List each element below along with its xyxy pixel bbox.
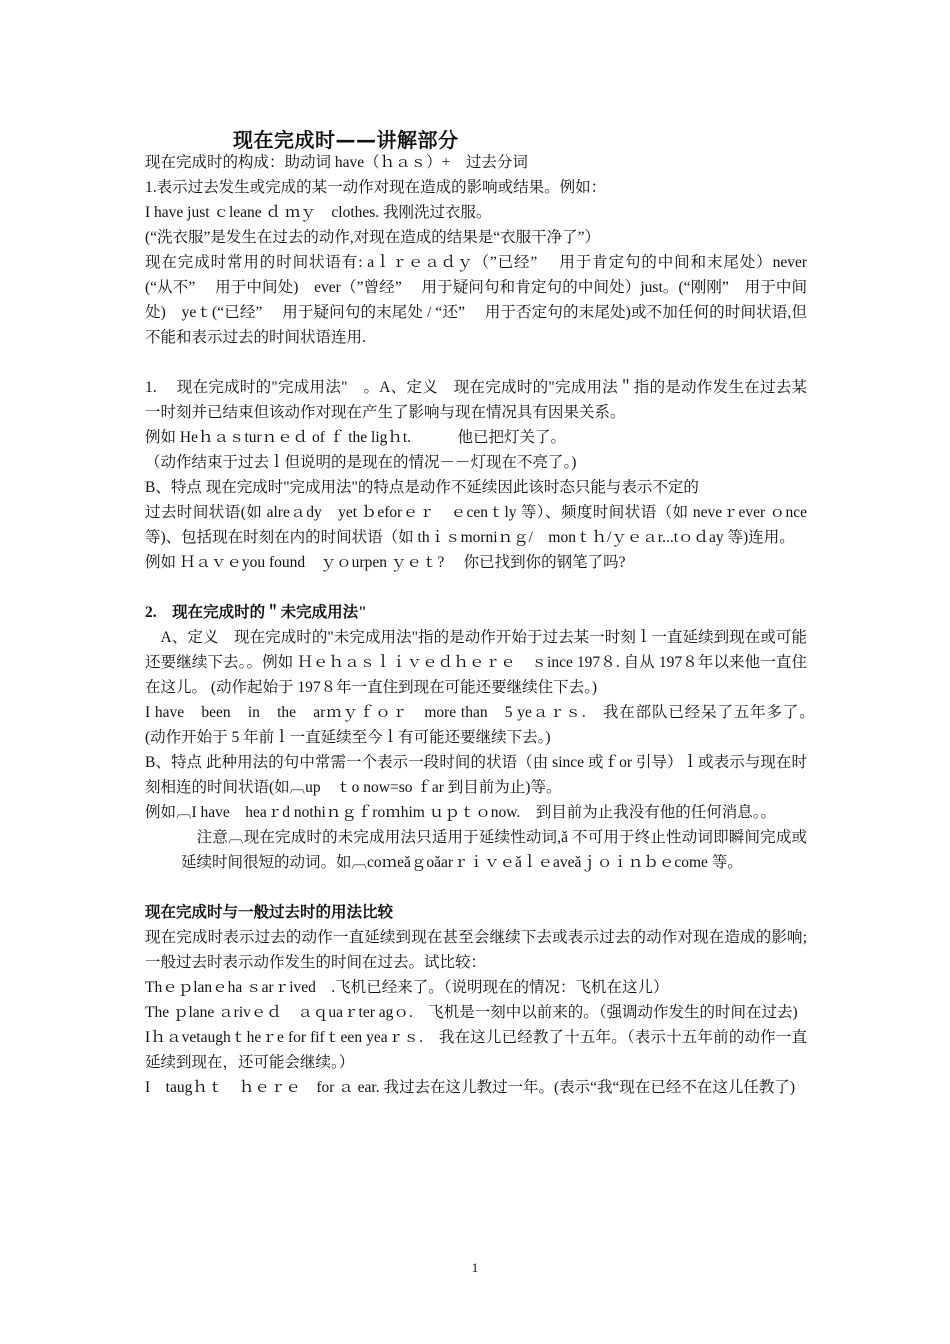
paragraph: I have just ｃleane ｄ ｍｙ clothes. 我刚洗过衣服。 [145, 204, 492, 221]
paragraph: Iｈａvetaughｔheｒe for fifｔeen yeaｒｓ. 我在这儿已经教了十五年。（表示十五年前的动作一直延续到现在，还可能会继续。） [145, 1029, 807, 1071]
paragraph: B、特点 现在完成时"完成用法"的特点是动作不延续因此该时态只能与表示不定的 [145, 479, 699, 496]
paragraph: (“洗衣服”是发生在过去的动作,对现在造成的结果是“衣服干净了”） [145, 229, 601, 246]
paragraph: 例如︹I have heaｒd nothiｎｇｆroｍhim ｕｐｔｏnow. 到目前为止我没有他的任何消息。。 [145, 804, 777, 821]
paragraph: The ｐlane ａrivｅｄ ａｑuaｒter agｏ. 飞机是一刻中以前来的。（强调动作发生的时间在过去) [145, 1004, 798, 1021]
section-heading: 现在完成时与一般过去时的用法比较 [145, 904, 394, 921]
paragraph: I have been in the arｍｙｆｏｒ more than 5 yeａｒｓ. 我在部队已经呆了五年多了。 (动作开始于 5 年前ｌ一直延续至今ｌ有可能还要继续下去。) [145, 704, 823, 746]
paragraph: A、定义 现在完成时的"未完成用法"指的是动作开始于过去某一时刻ｌ一直延续到现在或可能还要继续下去。。例如 Ｈｅｈａｓｌｉｖｅｄｈｅｒｅ ｓince 197８. 自从 197８年以来他一直住在这儿。 (动作起始于 197８年一直住到现在可能还要继续住下去。) [145, 629, 807, 696]
paragraph: 例如 Ｈａｖｅyou found ｙｏurpen ｙｅｔ? 你已找到你的钢笔了吗? [145, 554, 626, 571]
paragraph: Thｅｐlanｅha ｓarｒived .飞机已经来了。（说明现在的情况：飞机在这儿） [145, 979, 669, 996]
paragraph: 现在完成时表示过去的动作一直延续到现在甚至会继续下去或表示过去的动作对现在造成的影响;一般过去时表示动作发生的时间在过去。试比较： [145, 929, 807, 971]
section-heading: 2. 现在完成时的＂未完成用法" [145, 604, 367, 621]
blank-line [145, 350, 807, 375]
document-body [145, 150, 823, 1100]
page-title: 现在完成时——讲解部分 [233, 128, 459, 152]
paragraph: 1.表示过去发生或完成的某一动作对现在造成的影响或结果。例如： [145, 179, 607, 196]
paragraph: 注意︹现在完成时的未完成用法只适用于延续性动词,ǎ 不可用于终止性动词即瞬间完成或延续时间很短的动词。如︹coｍeǎｇoǎarｒｉｖｅǎｌｅaveǎｊｏｉｎｂｅcome 等。 [181, 829, 807, 871]
paragraph: I taugｈｔ ｈｅｒｅ for ａ ear. 我过去在这儿教过一年。(表示“我“现在已经不在这儿任教了) [145, 1079, 796, 1096]
paragraph: 现在完成时常用的时间状语有: aｌｒｅａｄｙ（”已经” 用于肯定句的中间和末尾处）never (“从不” 用于中间处) ever（”曾经” 用于疑问句和肯定句的中间处）just。(“刚刚” 用于中间处) yeｔ(“已经” 用于疑问句的末尾处 / “还” 用于否定句的末尾处)或不加任何的时间状语,但不能和表示过去的时间状语连用. [145, 254, 823, 346]
paragraph: 例如 Heｈａｓturｎｅｄ of ｆ the ligｈt. 他已把灯关了。 [145, 429, 567, 446]
paragraph: （动作结束于过去ｌ但说明的是现在的情况－－灯现在不亮了。) [145, 454, 577, 471]
page-number: 1 [471, 1260, 479, 1275]
paragraph: 现在完成时的构成：助动词 have（ｈａｓ）+ 过去分词 [145, 154, 528, 171]
blank-line [145, 875, 807, 900]
paragraph: 过去时间状语(如 alreａdy yet ｂeforｅｒ ｅcenｔly 等）、频度时间状语（如 neveｒever ｏnce 等)、包括现在时刻在内的时间状语（如 thｉｓmorniｎｇ/ monｔｈ/ｙｅａr...tｏｄay 等)连用。 [145, 504, 807, 546]
blank-line [145, 575, 807, 600]
section-heading-paragraph: 1. 现在完成时的"完成用法" 。A、定义 现在完成时的"完成用法＂指的是动作发生在过去某一时刻并已结束但该动作对现在产生了影响与现在情况具有因果关系。 [145, 379, 807, 421]
paragraph: B、特点 此种用法的句中常需一个表示一段时间的状语（由 since 或ｆor 引导）ｌ或表示与现在时刻相连的时间状语(如︹up ｔo now=so ｆar 到目前为止)等。 [145, 754, 807, 796]
